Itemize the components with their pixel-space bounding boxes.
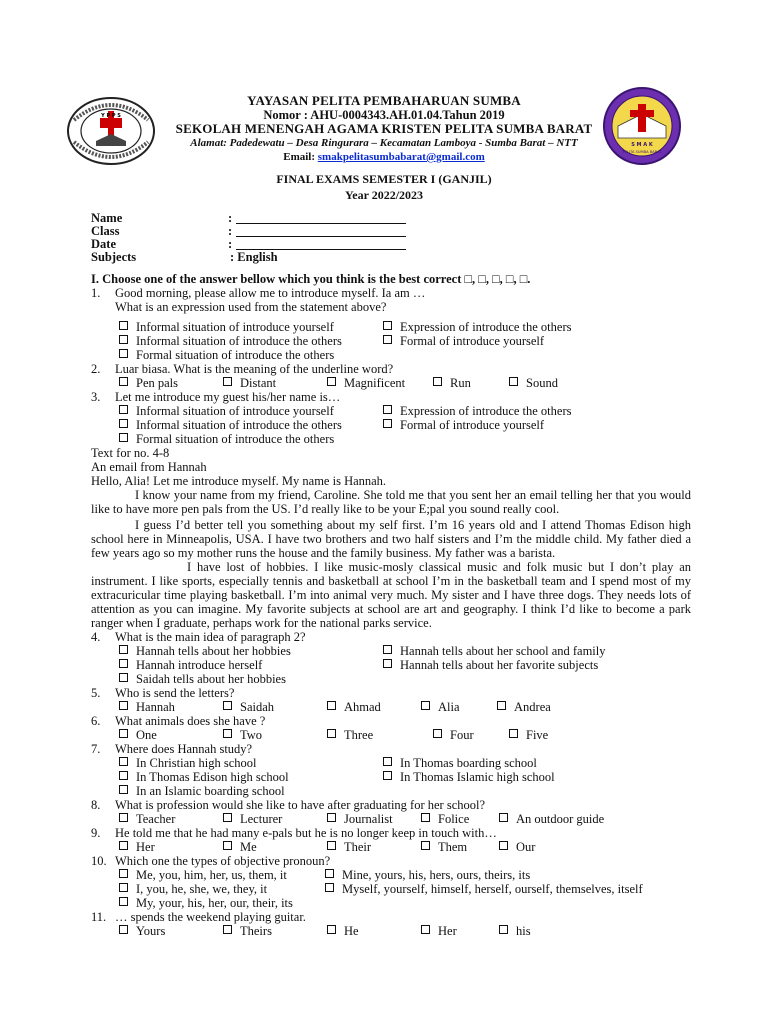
option-label: Magnificent	[344, 376, 406, 390]
q6-options	[91, 728, 691, 742]
question-1	[91, 286, 691, 300]
section-instruction: I. Choose one of the answer bellow which you think is the best correct □, □, □, □, □.	[91, 272, 531, 286]
checkbox-icon[interactable]	[119, 645, 128, 654]
checkbox-icon[interactable]	[327, 925, 336, 934]
answer-option[interactable]	[119, 348, 383, 362]
date-field[interactable]	[236, 238, 406, 250]
answer-option[interactable]	[383, 320, 683, 334]
option-label: Four	[450, 728, 474, 742]
answer-option[interactable]	[223, 812, 327, 826]
question-5	[91, 686, 691, 700]
checkbox-icon[interactable]	[119, 335, 128, 344]
checkbox-icon[interactable]	[383, 321, 392, 330]
checkbox-icon[interactable]	[119, 897, 128, 906]
question-3	[91, 390, 691, 404]
answer-option[interactable]	[383, 756, 683, 770]
answer-option[interactable]	[119, 868, 325, 882]
question-number: 9.	[91, 826, 101, 840]
checkbox-icon[interactable]	[327, 729, 336, 738]
checkbox-icon[interactable]	[383, 405, 392, 414]
question-subtext: What is an expression used from the statement above?	[115, 300, 387, 314]
answer-option[interactable]	[383, 644, 683, 658]
question-9	[91, 826, 691, 840]
checkbox-icon[interactable]	[119, 673, 128, 682]
q10-options	[91, 868, 691, 910]
option-label: Sound	[526, 376, 558, 390]
answer-option[interactable]	[325, 868, 685, 882]
option-label: Expression of introduce the others	[400, 404, 572, 418]
option-label: Alia	[438, 700, 460, 714]
question-number: 4.	[91, 630, 101, 644]
answer-option[interactable]	[433, 376, 509, 390]
q3-options	[91, 404, 691, 446]
option-label: My, your, his, her, our, their, its	[136, 896, 293, 910]
checkbox-icon[interactable]	[327, 377, 336, 386]
checkbox-icon[interactable]	[383, 659, 392, 668]
q2-options	[91, 376, 691, 390]
checkbox-icon[interactable]	[119, 701, 128, 710]
answer-option[interactable]	[223, 924, 327, 938]
checkbox-icon[interactable]	[223, 729, 232, 738]
question-number: 11.	[91, 910, 107, 924]
checkbox-icon[interactable]	[119, 433, 128, 442]
checkbox-icon[interactable]	[421, 701, 430, 710]
answer-option[interactable]	[119, 320, 383, 334]
option-label: Formal situation of introduce the others	[136, 348, 335, 362]
checkbox-icon[interactable]	[509, 729, 518, 738]
option-label: Yours	[136, 924, 166, 938]
answer-option[interactable]	[119, 672, 383, 686]
checkbox-icon[interactable]	[223, 925, 232, 934]
text-paragraph-1: I know your name from my friend, Caroline. She told me that you sent her an email telling her that you would like to have more pen pals from the US. I’d really like to be your E;pal you sound really cool.	[91, 488, 691, 516]
option-label: his	[516, 924, 531, 938]
answer-option[interactable]	[119, 896, 325, 910]
question-text: Who is send the letters?	[115, 686, 235, 700]
checkbox-icon[interactable]	[325, 883, 334, 892]
checkbox-icon[interactable]	[497, 701, 506, 710]
answer-option[interactable]	[327, 728, 433, 742]
checkbox-icon[interactable]	[327, 841, 336, 850]
q11-options	[91, 924, 691, 938]
option-label: Journalist	[344, 812, 393, 826]
question-10	[91, 854, 691, 868]
option-label: Them	[438, 840, 468, 854]
subjects-label: Subjects	[91, 250, 137, 264]
option-label: Andrea	[514, 700, 551, 714]
option-label: Me, you, him, her, us, them, it	[136, 868, 287, 882]
text-greeting: Hello, Alia! Let me introduce myself. My name is Hannah.	[91, 474, 387, 488]
foundation-name: YAYASAN PELITA PEMBAHARUAN SUMBA	[247, 93, 521, 108]
checkbox-icon[interactable]	[223, 701, 232, 710]
q7-options	[91, 756, 691, 798]
checkbox-icon[interactable]	[327, 813, 336, 822]
option-label: Myself, yourself, himself, herself, ourself, themselves, itself	[342, 882, 643, 896]
option-label: Me	[240, 840, 257, 854]
option-label: Hannah tells about her school and family	[400, 644, 606, 658]
answer-option[interactable]	[119, 334, 383, 348]
option-label: Formal of introduce yourself	[400, 418, 545, 432]
checkbox-icon[interactable]	[223, 813, 232, 822]
text-paragraph-3: I have lost of hobbies. I like music-mosly classical music and folk music but I don’t play an instrument. I like sports, especially tennis and basketball at school I’m in the basketball team and I spend most of my extracuricular time playing basketball. I’m into animal very much. My sister and I have three dogs. They needs lots of attention as you can imagine. My favorite subjects at school are art and geography. I think I’d like to become a park ranger when I graduate, perhaps work for the national parks service.	[91, 560, 691, 630]
answer-option[interactable]	[499, 924, 531, 938]
checkbox-icon[interactable]	[119, 349, 128, 358]
option-label: Informal situation of introduce the others	[136, 418, 342, 432]
answer-option[interactable]	[119, 376, 223, 390]
option-label: In an Islamic boarding school	[136, 784, 285, 798]
option-label: Run	[450, 376, 471, 390]
answer-option[interactable]	[119, 644, 383, 658]
checkbox-icon[interactable]	[509, 377, 518, 386]
checkbox-icon[interactable]	[223, 377, 232, 386]
exam-year: Year 2022/2023	[344, 188, 424, 202]
option-label: Expression of introduce the others	[400, 320, 572, 334]
checkbox-icon[interactable]	[119, 869, 128, 878]
question-number: 10.	[91, 854, 107, 868]
question-number: 1.	[91, 286, 101, 300]
option-label: Teacher	[136, 812, 176, 826]
text-title: An email from Hannah	[91, 460, 207, 474]
checkbox-icon[interactable]	[383, 419, 392, 428]
answer-option[interactable]	[421, 840, 499, 854]
checkbox-icon[interactable]	[119, 729, 128, 738]
question-number: 5.	[91, 686, 101, 700]
question-number: 8.	[91, 798, 101, 812]
checkbox-icon[interactable]	[421, 841, 430, 850]
answer-option[interactable]	[383, 418, 683, 432]
option-label: Her	[438, 924, 457, 938]
question-number: 6.	[91, 714, 101, 728]
option-label: One	[136, 728, 157, 742]
checkbox-icon[interactable]	[383, 645, 392, 654]
q4-options	[91, 644, 691, 686]
answer-option[interactable]	[383, 658, 683, 672]
school-name: SEKOLAH MENENGAH AGAMA KRISTEN PELITA SUMBA BARAT	[175, 121, 593, 136]
question-text: Luar biasa. What is the meaning of the underline word?	[115, 362, 394, 376]
answer-option[interactable]	[119, 840, 223, 854]
checkbox-icon[interactable]	[499, 925, 508, 934]
q9-options	[91, 840, 691, 854]
checkbox-icon[interactable]	[383, 757, 392, 766]
option-label: He	[344, 924, 359, 938]
logo-text: S M A K	[631, 142, 653, 148]
answer-option[interactable]	[119, 812, 223, 826]
question-4	[91, 630, 691, 644]
subjects-row	[91, 251, 406, 264]
answer-option[interactable]	[327, 924, 421, 938]
checkbox-icon[interactable]	[119, 841, 128, 850]
question-11	[91, 910, 691, 924]
option-label: In Thomas Edison high school	[136, 770, 289, 784]
answer-option[interactable]	[119, 728, 223, 742]
q1-options	[91, 320, 691, 362]
answer-option[interactable]	[223, 376, 327, 390]
option-label: Hannah	[136, 700, 175, 714]
option-label: I, you, he, she, we, they, it	[136, 882, 268, 896]
answer-option[interactable]	[327, 376, 433, 390]
exam-title	[0, 171, 768, 203]
q8-options	[91, 812, 691, 826]
checkbox-icon[interactable]	[327, 701, 336, 710]
name-row: Name :	[91, 212, 406, 225]
answer-option[interactable]	[383, 334, 683, 348]
option-label: Pen pals	[136, 376, 179, 390]
email-link[interactable]: smakpelitasumbabarat@gmail.com	[317, 151, 485, 163]
text-label: Text for no. 4-8	[91, 446, 170, 460]
option-label: An outdoor guide	[516, 812, 605, 826]
answer-option[interactable]	[119, 756, 383, 770]
answer-option[interactable]	[223, 700, 327, 714]
question-2	[91, 362, 691, 376]
checkbox-icon[interactable]	[119, 813, 128, 822]
option-label: Our	[516, 840, 536, 854]
question-text: Where does Hannah study?	[115, 742, 253, 756]
question-text: Which one the types of objective pronoun?	[115, 854, 331, 868]
option-label: Saidah tells about her hobbies	[136, 672, 286, 686]
answer-option[interactable]	[119, 784, 383, 798]
option-label: Five	[526, 728, 549, 742]
answer-option[interactable]	[383, 404, 683, 418]
question-8	[91, 798, 691, 812]
logo-subtext: PELITA SUMBA BARAT	[622, 150, 662, 154]
checkbox-icon[interactable]	[119, 785, 128, 794]
checkbox-icon[interactable]	[433, 729, 442, 738]
answer-option[interactable]	[499, 840, 535, 854]
option-label: Hannah introduce herself	[136, 658, 263, 672]
name-label: Name	[91, 211, 123, 225]
answer-option[interactable]	[497, 700, 551, 714]
checkbox-icon[interactable]	[499, 813, 508, 822]
answer-option[interactable]	[119, 418, 383, 432]
option-label: Saidah	[240, 700, 275, 714]
answer-option[interactable]	[119, 700, 223, 714]
checkbox-icon[interactable]	[119, 925, 128, 934]
option-label: Her	[136, 840, 155, 854]
option-label: Distant	[240, 376, 277, 390]
registration-number: Nomor : AHU-0004343.AH.01.04.Tahun 2019	[263, 108, 505, 122]
question-text: Good morning, please allow me to introduce myself. Ia am …	[115, 286, 426, 300]
answer-option[interactable]	[509, 728, 548, 742]
checkbox-icon[interactable]	[325, 869, 334, 878]
option-label: Informal situation of introduce the others	[136, 334, 342, 348]
checkbox-icon[interactable]	[433, 377, 442, 386]
answer-option[interactable]	[223, 840, 327, 854]
answer-option[interactable]	[119, 924, 223, 938]
option-label: In Thomas Islamic high school	[400, 770, 555, 784]
question-number: 3.	[91, 390, 101, 404]
option-label: Three	[344, 728, 374, 742]
option-label: In Thomas boarding school	[400, 756, 537, 770]
text-paragraph-2: I guess I’d better tell you something about my self first. I’m 16 years old and I attend Thomas Edison high school here in Minneapolis, USA. I have two brothers and two half sisters and I’m the middle child. My father died a few years ago so my mother runs the house and the family business. My father was a barista.	[91, 518, 691, 560]
question-text: What is the main idea of paragraph 2?	[115, 630, 306, 644]
checkbox-icon[interactable]	[119, 883, 128, 892]
email-label: Email:	[283, 151, 318, 163]
answer-option[interactable]	[421, 812, 499, 826]
answer-option[interactable]	[327, 700, 421, 714]
option-label: Ahmad	[344, 700, 381, 714]
answer-option[interactable]	[433, 728, 509, 742]
question-number: 2.	[91, 362, 101, 376]
checkbox-icon[interactable]	[119, 757, 128, 766]
date-label: Date	[91, 237, 116, 251]
answer-option[interactable]	[421, 700, 497, 714]
answer-option[interactable]	[509, 376, 558, 390]
checkbox-icon[interactable]	[499, 841, 508, 850]
student-identity	[91, 212, 406, 264]
question-text: He told me that he had many e-pals but he is no longer keep in touch with…	[115, 826, 497, 840]
option-label: Hannah tells about her hobbies	[136, 644, 291, 658]
option-label: Mine, yours, his, hers, ours, theirs, its	[342, 868, 531, 882]
answer-option[interactable]	[119, 770, 383, 784]
answer-option[interactable]	[383, 770, 683, 784]
question-7	[91, 742, 691, 756]
answer-option[interactable]	[119, 882, 325, 896]
checkbox-icon[interactable]	[119, 405, 128, 414]
answer-option[interactable]	[119, 404, 383, 418]
name-field[interactable]	[236, 212, 406, 224]
school-email-line	[0, 150, 768, 164]
question-text: Let me introduce my guest his/her name is…	[115, 390, 341, 404]
class-label: Class	[91, 224, 120, 238]
logo-text: Y P P S	[101, 113, 121, 119]
checkbox-icon[interactable]	[421, 925, 430, 934]
letterhead	[0, 94, 768, 164]
option-label: Two	[240, 728, 263, 742]
option-label: Formal of introduce yourself	[400, 334, 545, 348]
class-row: Class :	[91, 225, 406, 238]
checkbox-icon[interactable]	[119, 377, 128, 386]
question-text: What animals does she have ?	[115, 714, 266, 728]
checkbox-icon[interactable]	[119, 659, 128, 668]
answer-option[interactable]	[223, 728, 327, 742]
checkbox-icon[interactable]	[119, 771, 128, 780]
q5-options	[91, 700, 691, 714]
option-label: Formal situation of introduce the others	[136, 432, 335, 446]
checkbox-icon[interactable]	[119, 321, 128, 330]
answer-option[interactable]	[421, 924, 499, 938]
question-text: What is profession would she like to have after graduating for her school?	[115, 798, 486, 812]
answer-option[interactable]	[119, 658, 383, 672]
option-label: Hannah tells about her favorite subjects	[400, 658, 599, 672]
option-label: In Christian high school	[136, 756, 257, 770]
checkbox-icon[interactable]	[223, 841, 232, 850]
answer-option[interactable]	[499, 812, 604, 826]
exam-content	[91, 272, 691, 938]
option-label: Informal situation of introduce yourself	[136, 320, 334, 334]
option-label: Informal situation of introduce yourself	[136, 404, 334, 418]
question-6	[91, 714, 691, 728]
answer-option[interactable]	[119, 432, 383, 446]
answer-option[interactable]	[327, 812, 421, 826]
checkbox-icon[interactable]	[383, 771, 392, 780]
option-label: Lecturer	[240, 812, 283, 826]
answer-option[interactable]	[327, 840, 421, 854]
question-text: … spends the weekend playing guitar.	[115, 910, 306, 924]
question-number: 7.	[91, 742, 101, 756]
option-label: Folice	[438, 812, 470, 826]
checkbox-icon[interactable]	[383, 335, 392, 344]
option-label: Theirs	[240, 924, 272, 938]
checkbox-icon[interactable]	[119, 419, 128, 428]
answer-option[interactable]	[325, 882, 685, 896]
class-field[interactable]	[236, 225, 406, 237]
option-label: Their	[344, 840, 372, 854]
date-row: Date :	[91, 238, 406, 251]
subjects-value: : English	[230, 250, 278, 264]
checkbox-icon[interactable]	[421, 813, 430, 822]
exam-title-text: FINAL EXAMS SEMESTER I (GANJIL)	[276, 172, 492, 186]
school-address: Alamat: Padedewatu – Desa Ringurara – Kecamatan Lamboya - Sumba Barat – NTT	[190, 137, 578, 149]
